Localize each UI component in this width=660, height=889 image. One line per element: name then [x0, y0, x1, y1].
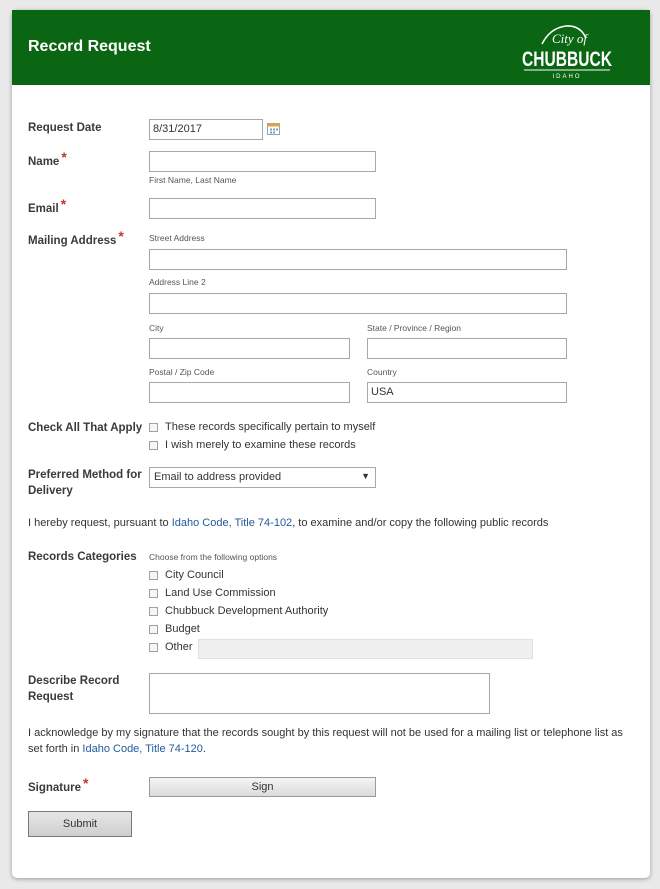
required-marker: * [60, 196, 67, 212]
country-label: Country [367, 367, 397, 377]
street-address-label: Street Address [149, 233, 205, 243]
city-council-checkbox[interactable] [149, 571, 158, 580]
examine-records-label: I wish merely to examine these records [165, 439, 356, 451]
delivery-selected-value: Email to address provided [154, 471, 282, 483]
city-input[interactable] [149, 338, 350, 359]
budget-label: Budget [165, 623, 200, 635]
acknowledge-text-end: . [202, 743, 206, 755]
acknowledge-text: I acknowledge by my signature that the records sought by this request will not be used for a mailing list or telephone list as set forth in [28, 727, 623, 755]
pertain-to-myself-checkbox[interactable] [149, 423, 158, 432]
form-title: Record Request [28, 38, 151, 55]
other-text-input[interactable] [198, 639, 533, 659]
describe-label-line1: Describe Record [28, 675, 120, 687]
postal-code-input[interactable] [149, 382, 350, 403]
required-marker: * [61, 149, 67, 165]
describe-request-label [28, 673, 119, 705]
delivery-method-select[interactable] [149, 467, 376, 488]
examine-records-checkbox[interactable] [149, 441, 158, 450]
other-label: Other [165, 641, 193, 653]
request-date-input[interactable]: 8/31/2017 [149, 119, 263, 140]
state-label: State / Province / Region [367, 323, 462, 333]
idaho-code-74-102-link[interactable]: Idaho Code, Title 74-102 [171, 517, 293, 529]
request-statement-text-end: , to examine and/or copy the following public records [292, 517, 549, 529]
other-checkbox[interactable] [149, 643, 158, 652]
mailing-address-label [28, 228, 124, 249]
form-header [12, 10, 650, 85]
check-all-label: Check All That Apply [28, 422, 143, 434]
city-of-chubbuck-logo [520, 20, 614, 82]
street-address-input[interactable] [149, 249, 567, 270]
development-authority-label: Chubbuck Development Authority [165, 605, 329, 617]
delivery-label-line2: Delivery [28, 485, 73, 497]
land-use-commission-label: Land Use Commission [165, 587, 276, 599]
request-date-label: Request Date [28, 122, 102, 134]
city-council-label: City Council [165, 569, 224, 581]
submit-button[interactable]: Submit [28, 811, 132, 837]
required-marker: * [118, 228, 124, 244]
describe-request-textarea[interactable] [149, 673, 490, 714]
name-label [28, 149, 67, 170]
name-label-text: Name [28, 156, 60, 168]
postal-code-label: Postal / Zip Code [149, 367, 215, 377]
email-label-text: Email [28, 203, 59, 215]
dropdown-arrow-icon: ▼ [361, 471, 370, 481]
delivery-label-line1: Preferred Method for [28, 469, 142, 481]
describe-label-line2: Request [28, 691, 74, 703]
budget-checkbox[interactable] [149, 625, 158, 634]
idaho-code-74-120-link[interactable]: Idaho Code, Title 74-120 [82, 743, 203, 755]
email-label [28, 196, 67, 217]
calendar-icon[interactable] [267, 122, 280, 135]
email-input[interactable] [149, 198, 376, 219]
land-use-commission-checkbox[interactable] [149, 589, 158, 598]
mailing-address-label-text: Mailing Address [28, 235, 117, 247]
address-line2-input[interactable] [149, 293, 567, 314]
development-authority-checkbox[interactable] [149, 607, 158, 616]
signature-label [28, 775, 89, 796]
records-categories-label: Records Categories [28, 551, 137, 563]
name-input[interactable] [149, 151, 376, 172]
categories-hint: Choose from the following options [149, 552, 278, 562]
svg-text:City of: City of [552, 31, 588, 46]
pertain-to-myself-label: These records specifically pertain to myself [165, 421, 376, 433]
signature-label-text: Signature [28, 782, 82, 794]
city-label: City [149, 323, 164, 333]
svg-text:IDAHO: IDAHO [552, 74, 582, 80]
address-line2-label: Address Line 2 [149, 277, 206, 287]
record-request-form [12, 10, 650, 878]
request-statement [28, 515, 548, 531]
state-input[interactable] [367, 338, 567, 359]
country-input[interactable]: USA [367, 382, 567, 403]
delivery-method-label [28, 467, 142, 499]
svg-text:CHUBBUCK: CHUBBUCK [522, 48, 612, 71]
required-marker: * [83, 775, 89, 791]
sign-button[interactable]: Sign [149, 777, 376, 797]
name-sublabel: First Name, Last Name [149, 175, 237, 185]
request-statement-text: I hereby request, pursuant to [28, 517, 172, 529]
acknowledge-statement [28, 725, 638, 757]
